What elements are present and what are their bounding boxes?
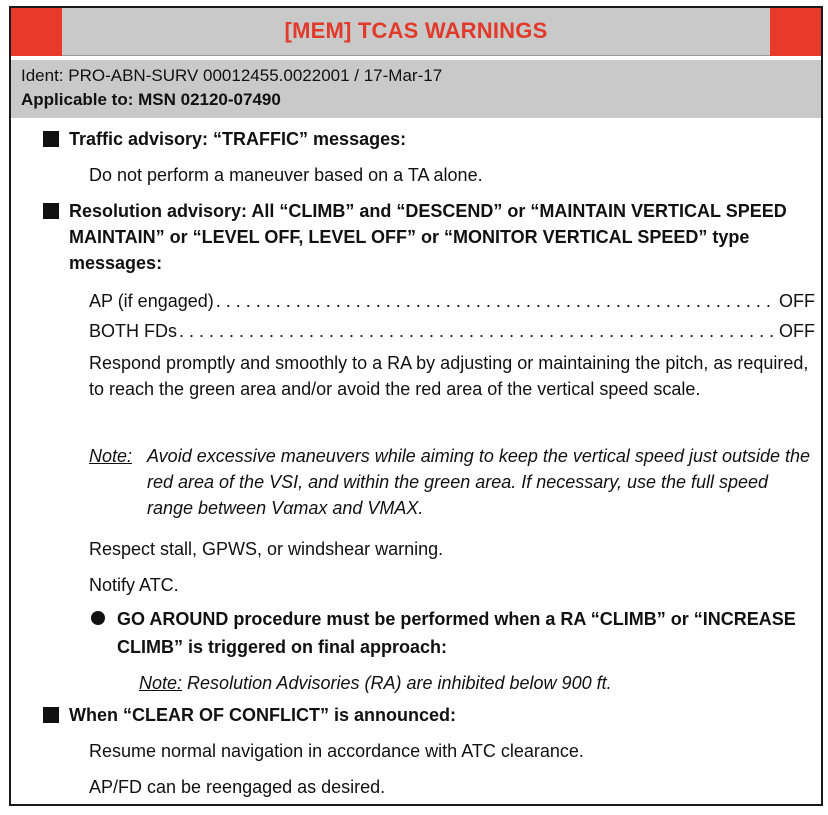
- note-text: Avoid excessive maneuvers while aiming to keep the vertical speed just outside the red area of the VSI, and within the green area. If necessary, use the full speed range between Vαmax and VMAX.: [147, 446, 811, 518]
- step-item: AP (if engaged): [89, 291, 214, 311]
- step-item: BOTH FDs: [89, 321, 177, 341]
- dot-leader: [216, 288, 777, 314]
- note-label: Note:: [89, 446, 133, 466]
- step-fds-off: [89, 318, 815, 344]
- square-bullet-icon: [43, 131, 59, 147]
- title-bar: [11, 8, 821, 56]
- clear-line-1: Resume normal navigation in accordance with ATC clearance.: [89, 741, 584, 761]
- step-action: OFF: [779, 291, 815, 311]
- section-clear-heading: When “CLEAR OF CONFLICT” is announced:: [43, 702, 803, 728]
- note-label: Note:: [139, 673, 183, 693]
- traffic-text: Do not perform a maneuver based on a TA alone.: [89, 165, 483, 185]
- step-action: OFF: [779, 321, 815, 341]
- step-ap-off: [89, 288, 815, 314]
- respond-text: Respond promptly and smoothly to a RA by adjusting or maintaining the pitch, as required, to reach the green area and/or avoid the red area of the vertical speed scale.: [89, 353, 809, 399]
- respect-text: Respect stall, GPWS, or windshear warning.: [89, 539, 444, 559]
- go-around-heading: GO AROUND procedure must be performed when a RA “CLIMB” or “INCREASE CLIMB” is triggered on final approach:: [91, 605, 811, 661]
- note-text: Resolution Advisories (RA) are inhibited below 900 ft.: [187, 673, 612, 693]
- round-bullet-icon: [91, 611, 105, 625]
- section-traffic-heading: Traffic advisory: “TRAFFIC” messages:: [43, 126, 803, 152]
- procedure-card: [9, 6, 823, 806]
- ident-bar: [11, 60, 821, 118]
- square-bullet-icon: [43, 707, 59, 723]
- procedure-title: [MEM] TCAS WARNINGS: [284, 18, 548, 43]
- note-vsi: [89, 443, 815, 521]
- dot-leader: [179, 318, 777, 344]
- square-bullet-icon: [43, 203, 59, 219]
- ident-line: Ident: PRO-ABN-SURV 00012455.0022001 / 17-Mar-17: [21, 66, 443, 85]
- notify-text: Notify ATC.: [89, 575, 179, 595]
- section-resolution-heading: Resolution advisory: All “CLIMB” and “DESCEND” or “MAINTAIN VERTICAL SPEED MAINTAIN” or “LEVEL OFF, LEVEL OFF” or “MONITOR VERTICAL SPEED” type messages:: [43, 198, 803, 276]
- clear-line-2: AP/FD can be reengaged as desired.: [89, 777, 386, 797]
- note-ra-inhibit: [139, 670, 809, 696]
- applicability-line: Applicable to: MSN 02120-07490: [21, 90, 281, 109]
